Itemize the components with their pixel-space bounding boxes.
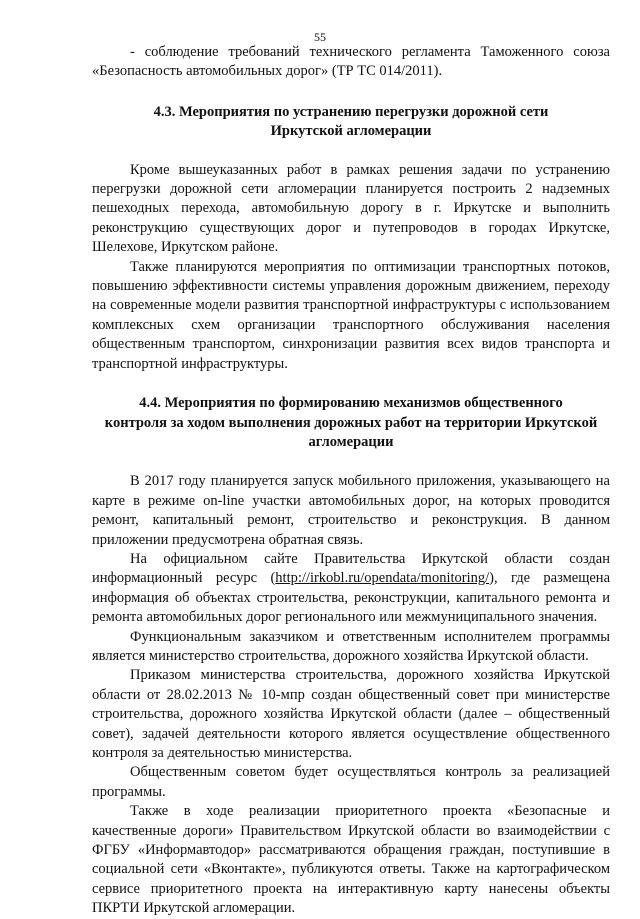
page-number: 55 <box>314 30 326 44</box>
paragraph-2-text-after-link: ), где размещена информация об объектах строительства, реконструкции, капитального ремонта и ремонта автомобильных дорог регионального или межмуниципального значения. <box>92 570 610 626</box>
section-4-3-heading <box>92 103 610 142</box>
section-4-3-heading-line2: Иркутской агломерации <box>270 123 432 140</box>
section-4-4-paragraph-4: Приказом министерства строительства, дорожного хозяйства Иркутской области от 28.02.2013 № 10-мпр создан общественный совет при министерстве строительства, дорожного хозяйства Иркутской области (далее – общественный совет), задачей деятельности которого является осуществление общественного контроля за деятельностью министерства. <box>92 667 610 761</box>
section-4-4-paragraph-3: Функциональным заказчиком и ответственным исполнителем программы является министерство строительства, дорожного хозяйства Иркутской области. <box>92 628 610 664</box>
paragraph-2-text-before-link: На официальном сайте Правительства Иркутской области создан информационный ресурс ( <box>92 550 610 587</box>
section-4-4-paragraph-6: Также в ходе реализации приоритетного проекта «Безопасные и качественные дороги» Правительством Иркутской области во взаимодействии с ФГБУ «Информавтодор» рассматриваются обращения граждан, поступившие в социальной сети «Вконтакте», публикуются ответы. Также на картографическом сервисе приоритетного проекта на интерактивную карту нанесены объекты ПКРТИ Иркутской агломерации. <box>92 803 610 917</box>
monitoring-resource-link[interactable]: http://irkobl.ru/opendata/monitoring/ <box>275 570 490 587</box>
section-4-4-paragraph-1: В 2017 году планируется запуск мобильного приложения, указывающего на карте в режиме on-line участки автомобильных дорог, на которых проводится ремонт, капитальный ремонт, строительство и реконструкция. В данном приложении предусмотрена обратная связь. <box>92 473 610 548</box>
page-content <box>92 43 610 919</box>
section-4-4-paragraph-5: Общественным советом будет осуществляться контроль за реализацией программы. <box>92 764 610 800</box>
section-4-4-heading <box>92 394 610 452</box>
section-4-4-heading-line1: 4.4. Мероприятия по формированию механизмов общественного <box>139 395 563 412</box>
section-4-4-heading-line2: контроля за ходом выполнения дорожных работ на территории Иркутской <box>104 414 598 431</box>
section-4-4-heading-line3: агломерации <box>308 433 394 450</box>
section-4-3-paragraph-1: Кроме вышеуказанных работ в рамках решения задачи по устранению перегрузки дорожной сети агломерации планируется построить 2 надземных пешеходных перехода, автомобильную дорогу в г. Иркутске и выполнить реконструкцию существующих дорог и путепроводов в городах Иркутске, Шелехове, Иркутском районе. <box>92 161 610 256</box>
section-4-4-paragraph-2 <box>92 550 610 628</box>
section-4-3-paragraph-2: Также планируются мероприятия по оптимизации транспортных потоков, повышению эффективности системы управления дорожным движением, переходу на современные модели развития транспортной инфраструктуры с использованием комплексных схем организации транспортного обслуживания населения общественным транспортом, синхронизации развития всех видов транспорта и транспортной инфраструктуры. <box>92 258 610 372</box>
section-4-3-heading-line1: 4.3. Мероприятия по устранению перегрузки дорожной сети <box>153 103 549 120</box>
intro-list-item: - соблюдение требований технического регламента Таможенного союза «Безопасность автомобильных дорог» (ТР ТС 014/2011). <box>92 44 610 80</box>
